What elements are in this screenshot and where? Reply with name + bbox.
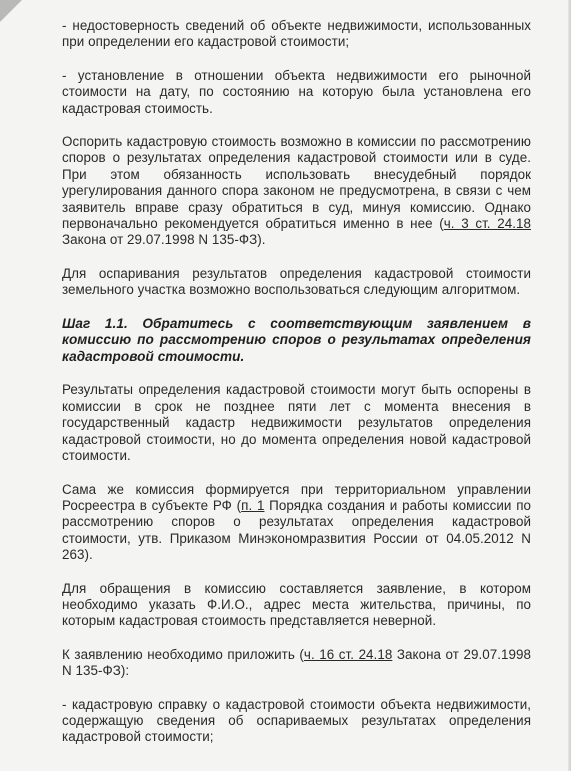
paragraph-commission-formation [62, 482, 531, 564]
paragraph-text: Порядка создания и работы комиссии по рассмотрению споров о результатах определения кадастровой стоимости, утв. Приказом Минэкономразвития России от 04.05.2012 N 263). [62, 497, 531, 563]
paragraph-market-value: - установление в отношении объекта недвижимости его рыночной стоимости на дату, по состоянию на которую была установлена его кадастровая стоимость. [62, 67, 531, 116]
paragraph-text: Закона от 29.07.1998 N 135-ФЗ): [62, 646, 532, 679]
paragraph-dispute-options [62, 134, 531, 249]
paragraph-text: К заявлению необходимо приложить ( [62, 646, 304, 662]
paragraph-text: Оспорить кадастровую стоимость возможно в комиссии по рассмотрению споров о результатах определения кадастровой стоимости или в суде. При этом обязанность использовать внесудебный порядок урегулирования данного спора законом не предусмотрена, в связи с чем заявитель вправе сразу обратиться в суд, минуя комиссию. Однако первоначально рекомендуется обратиться именно в нее ( [62, 134, 531, 232]
order-reference-link[interactable]: п. 1 [241, 497, 265, 513]
paragraph-text: Сама же комиссия формируется при территориальном управлении Росреестра в субъекте РФ ( [62, 481, 531, 513]
paragraph-deadline: Результаты определения кадастровой стоимости могут быть оспорены в комиссии в срок не позднее пяти лет с момента внесения в государственный кадастр недвижимости результатов определения кадастровой стоимости, но до момента определения новой кадастровой стоимости. [62, 382, 531, 464]
scan-corner-shadow [0, 0, 22, 22]
document-body [62, 18, 531, 763]
paragraph-attachments [62, 647, 531, 680]
paragraph-text: Закона от 29.07.1998 N 135-ФЗ). [62, 232, 266, 248]
step-heading: Шаг 1.1. Обратитесь с соответствующим заявлением в комиссию по рассмотрению споров о результатах определения кадастровой стоимости. [62, 315, 531, 364]
law-reference-link[interactable]: ч. 16 ст. 24.18 [303, 646, 393, 662]
paragraph-algorithm-intro: Для оспаривания результатов определения кадастровой стоимости земельного участка возможно воспользоваться следующим алгоритмом. [62, 265, 531, 298]
list-item-cadastral-certificate: - кадастровую справку о кадастровой стоимости объекта недвижимости, содержащую сведения об оспариваемых результатах определения кадастровой стоимости; [62, 696, 531, 745]
law-reference-link[interactable]: ч. 3 ст. 24.18 [443, 216, 531, 232]
paragraph-application: Для обращения в комиссию составляется заявление, в котором необходимо указать Ф.И.О., адрес места жительства, причины, по которым кадастровая стоимость представляется неверной. [62, 580, 531, 629]
paragraph-unreliable-info: - недостоверность сведений об объекте недвижимости, использованных при определении его кадастровой стоимости; [62, 18, 531, 50]
